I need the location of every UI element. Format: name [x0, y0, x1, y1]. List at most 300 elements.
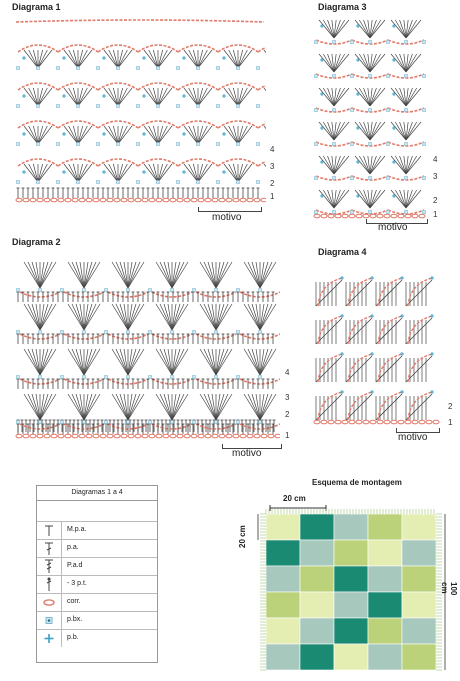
assembly-square [402, 644, 436, 670]
chain-stitch [254, 434, 260, 438]
fan-stitch [40, 349, 56, 375]
legend-row [37, 630, 157, 647]
fan-stitch [189, 88, 198, 106]
slip-stitch [177, 143, 180, 146]
chain-stitch [163, 434, 169, 438]
assembly-square [368, 566, 402, 592]
slip-stitch [117, 105, 120, 108]
slip-stitch [405, 177, 408, 180]
slip-stitch [127, 289, 130, 292]
fan-stitch [29, 50, 38, 68]
fan-stitch [319, 20, 334, 38]
slip-stitch [217, 181, 220, 184]
fan-stitch [68, 304, 84, 330]
slip-stitch-icon [37, 612, 62, 629]
slip-stitch [39, 421, 42, 424]
fan-stitch [198, 164, 207, 182]
slip-stitch [171, 421, 174, 424]
chain-arch [20, 334, 60, 339]
slip-stitch [215, 331, 218, 334]
slip-stitch [97, 143, 100, 146]
slip-stitch [333, 109, 336, 112]
chain-stitch [342, 420, 348, 424]
legend-row [37, 558, 157, 576]
motivo-label: motivo [378, 222, 408, 233]
fan-stitch [76, 394, 84, 420]
treble-crochet-icon [37, 558, 62, 575]
dimension-top: 20 cm [283, 494, 306, 503]
row-number: 1 [285, 431, 290, 440]
chain-stitch [314, 214, 320, 218]
slip-stitch [137, 67, 140, 70]
fan-stitch [38, 164, 47, 182]
motivo-label: motivo [398, 432, 428, 443]
chain-arch [16, 20, 264, 22]
assembly-grid [256, 508, 448, 678]
slip-stitch [237, 181, 240, 184]
diagram-4-title: Diagrama 4 [318, 247, 367, 257]
fan-stitch [260, 262, 268, 288]
fan-stitch [118, 164, 127, 182]
fan-stitch [264, 126, 266, 144]
slip-stitch [97, 105, 100, 108]
slip-stitch [149, 289, 152, 292]
chain-stitch [226, 434, 232, 438]
fan-stitch [264, 88, 266, 106]
chain-stitch [23, 434, 29, 438]
chain-stitch [412, 420, 418, 424]
slip-stitch [193, 376, 196, 379]
fan-stitch [391, 190, 406, 208]
fan-stitch [24, 349, 40, 375]
chain-stitch [335, 420, 341, 424]
slip-stitch [259, 331, 262, 334]
chain-stitch [135, 198, 141, 202]
fan-stitch [68, 349, 84, 375]
row-number: 2 [433, 196, 438, 205]
legend-label: p.a. [67, 544, 79, 551]
chain-stitch [58, 198, 64, 202]
fan-stitch [216, 349, 224, 375]
chain-stitch [184, 198, 190, 202]
assembly-square [334, 566, 368, 592]
slip-stitch [197, 67, 200, 70]
fan-stitch [40, 394, 48, 420]
half-double-crochet-icon [37, 522, 62, 539]
fan-stitch [244, 304, 260, 330]
chain-arch [240, 379, 280, 384]
fan-stitch [149, 88, 158, 106]
slip-stitch [369, 143, 372, 146]
slip-stitch [17, 181, 20, 184]
slip-stitch [117, 181, 120, 184]
fan-stitch [252, 262, 260, 288]
chain-stitch [240, 198, 246, 202]
chain-stitch [398, 214, 404, 218]
fan-stitch [84, 262, 100, 288]
chain-stitch [121, 198, 127, 202]
fan-stitch [334, 122, 349, 140]
chain-stitch [44, 198, 50, 202]
legend-row [37, 594, 157, 612]
fan-stitch [69, 164, 78, 182]
slip-stitch [257, 105, 260, 108]
legend-label: p.bx. [67, 616, 83, 623]
fan-stitch [216, 262, 224, 288]
fan-stitch [198, 126, 207, 144]
fan-stitch [156, 262, 172, 288]
slip-stitch [127, 421, 130, 424]
fan-stitch [84, 304, 100, 330]
chain-stitch [135, 434, 141, 438]
fan-stitch [158, 50, 167, 68]
fan-stitch [200, 262, 216, 288]
assembly-square [334, 592, 368, 618]
assembly-square [334, 514, 368, 540]
assembly-square [300, 540, 334, 566]
slip-stitch [387, 75, 390, 78]
fan-stitch [260, 304, 268, 330]
fan-stitch [189, 164, 198, 182]
slip-stitch [237, 376, 240, 379]
fan-stitch [29, 88, 38, 106]
slip-stitch [105, 421, 108, 424]
slip-stitch [177, 181, 180, 184]
chain-stitch [261, 434, 267, 438]
fan-stitch [260, 394, 268, 420]
row-number: 1 [448, 418, 453, 427]
chain-stitch [247, 198, 253, 202]
slip-stitch [77, 143, 80, 146]
fan-stitch [319, 88, 334, 106]
chain-stitch [37, 198, 43, 202]
chain-stitch [328, 214, 334, 218]
fan-stitch [172, 394, 180, 420]
fan-stitch [118, 126, 127, 144]
fan-stitch [189, 126, 198, 144]
assembly-square [402, 592, 436, 618]
fan-stitch [120, 262, 128, 288]
chain-stitch [177, 198, 183, 202]
row-number: 2 [270, 179, 275, 188]
assembly-square [266, 644, 300, 670]
fan-stitch [406, 156, 421, 174]
slip-stitch [257, 67, 260, 70]
slip-stitch [387, 177, 390, 180]
slip-stitch [387, 143, 390, 146]
slip-stitch [61, 289, 64, 292]
slip-stitch [97, 181, 100, 184]
fan-stitch [68, 262, 84, 288]
fan-stitch [32, 349, 40, 375]
chain-stitch [254, 198, 260, 202]
chain-stitch [16, 198, 22, 202]
chain-stitch [405, 420, 411, 424]
slip-stitch [351, 177, 354, 180]
slip-stitch [61, 376, 64, 379]
slip-stitch [423, 143, 426, 146]
row-number: 3 [433, 172, 438, 181]
chain-stitch [321, 420, 327, 424]
assembly-square [300, 566, 334, 592]
chain-stitch [128, 434, 134, 438]
diagram-2-title: Diagrama 2 [12, 237, 61, 247]
slip-stitch [61, 331, 64, 334]
fan-stitch [370, 156, 385, 174]
assembly-square [300, 592, 334, 618]
fan-stitch [24, 304, 40, 330]
slip-stitch [37, 143, 40, 146]
slip-stitch [57, 105, 60, 108]
slip-stitch [127, 376, 130, 379]
fan-stitch [172, 262, 188, 288]
slip-stitch [315, 211, 318, 214]
chain-stitch [149, 198, 155, 202]
chain-stitch [51, 434, 57, 438]
slip-stitch [57, 143, 60, 146]
slip-stitch [351, 211, 354, 214]
fan-stitch [120, 304, 128, 330]
fan-stitch [208, 349, 216, 375]
fan-stitch [200, 394, 216, 420]
row-number: 1 [270, 192, 275, 201]
fan-stitch [158, 88, 167, 106]
fan-stitch [69, 88, 78, 106]
slip-stitch [351, 143, 354, 146]
diagram-3-title: Diagrama 3 [318, 2, 367, 12]
slip-stitch [83, 376, 86, 379]
slip-stitch [237, 67, 240, 70]
row-number: 3 [285, 393, 290, 402]
legend-label: M.p.a. [67, 526, 87, 533]
fan-stitch [355, 20, 370, 38]
chain-stitch [156, 198, 162, 202]
slip-stitch [423, 177, 426, 180]
slip-stitch [387, 109, 390, 112]
chain-stitch [377, 420, 383, 424]
fan-stitch [109, 50, 118, 68]
slip-stitch [237, 289, 240, 292]
fan-stitch [238, 164, 247, 182]
fan-stitch [252, 394, 260, 420]
fan-stitch [112, 262, 128, 288]
fan-stitch [158, 126, 167, 144]
fan-stitch [84, 262, 92, 288]
fan-stitch [334, 156, 349, 174]
chain-stitch [30, 198, 36, 202]
legend-row [37, 612, 157, 630]
double-crochet-icon [37, 540, 62, 557]
chain-stitch-icon [37, 594, 62, 611]
slip-stitch [387, 41, 390, 44]
chain-stitch [356, 420, 362, 424]
chain-stitch [128, 198, 134, 202]
fan-stitch [120, 394, 128, 420]
fan-stitch [216, 304, 224, 330]
fan-stitch [78, 88, 87, 106]
slip-stitch [369, 41, 372, 44]
fan-stitch [319, 122, 334, 140]
slip-stitch [17, 376, 20, 379]
chain-stitch [363, 420, 369, 424]
chain-stitch [261, 198, 266, 202]
fan-stitch [406, 54, 421, 72]
assembly-square [368, 514, 402, 540]
fan-stitch [32, 262, 40, 288]
fan-stitch [24, 394, 40, 420]
fan-stitch [29, 164, 38, 182]
fan-stitch [78, 164, 87, 182]
slip-stitch [77, 105, 80, 108]
slip-stitch [423, 41, 426, 44]
fan-stitch [391, 88, 406, 106]
fan-stitch [229, 126, 238, 144]
fan-stitch [128, 262, 144, 288]
slip-stitch [215, 421, 218, 424]
chain-arch [20, 292, 60, 297]
slip-stitch [423, 211, 426, 214]
fan-stitch [216, 262, 232, 288]
slip-stitch [259, 376, 262, 379]
slip-stitch [369, 177, 372, 180]
chain-stitch [72, 434, 78, 438]
slip-stitch [333, 41, 336, 44]
chain-stitch [314, 420, 320, 424]
slip-stitch [17, 331, 20, 334]
slip-stitch [215, 376, 218, 379]
slip-stitch [257, 181, 260, 184]
assembly-square [334, 618, 368, 644]
chain-arch [240, 292, 280, 297]
chain-stitch [100, 198, 106, 202]
fan-stitch [164, 349, 172, 375]
slip-stitch [387, 211, 390, 214]
fan-stitch [78, 50, 87, 68]
diagram-4-chart [312, 260, 440, 426]
slip-stitch [333, 143, 336, 146]
chain-stitch [23, 198, 29, 202]
fan-stitch [76, 262, 84, 288]
chain-stitch [412, 214, 418, 218]
chain-stitch [114, 198, 120, 202]
fan-stitch [84, 394, 100, 420]
chain-arch [196, 334, 236, 339]
slip-stitch [61, 421, 64, 424]
fan-stitch [244, 394, 260, 420]
chain-stitch [205, 434, 211, 438]
slip-stitch [315, 177, 318, 180]
slip-stitch [17, 105, 20, 108]
slip-stitch [157, 105, 160, 108]
slip-stitch [17, 67, 20, 70]
chain-stitch [156, 434, 162, 438]
diagram-1-chart [14, 14, 266, 204]
slip-stitch [315, 75, 318, 78]
fan-stitch [238, 126, 247, 144]
chain-stitch [205, 198, 211, 202]
chain-stitch [198, 198, 204, 202]
slip-stitch [315, 109, 318, 112]
slip-stitch [137, 143, 140, 146]
fan-stitch [69, 126, 78, 144]
chain-stitch [170, 198, 176, 202]
row-number: 4 [433, 155, 438, 164]
fan-stitch [264, 50, 266, 68]
fan-stitch [200, 349, 216, 375]
slip-stitch [177, 67, 180, 70]
row-number: 1 [433, 210, 438, 219]
assembly-square [266, 540, 300, 566]
slip-stitch [369, 109, 372, 112]
slip-stitch [197, 143, 200, 146]
slip-stitch [405, 109, 408, 112]
fan-stitch [40, 262, 48, 288]
fan-stitch [128, 304, 144, 330]
fan-stitch [172, 394, 188, 420]
chain-stitch [321, 214, 327, 218]
fan-stitch [112, 394, 128, 420]
fan-stitch [260, 262, 276, 288]
chain-stitch [212, 434, 218, 438]
chain-stitch [342, 214, 348, 218]
chain-stitch [419, 214, 425, 218]
slip-stitch [149, 331, 152, 334]
slip-stitch [57, 67, 60, 70]
fan-stitch [355, 54, 370, 72]
slip-stitch [369, 211, 372, 214]
chain-stitch [142, 434, 148, 438]
fan-stitch [118, 88, 127, 106]
fan-stitch [172, 349, 180, 375]
slip-stitch [157, 67, 160, 70]
row-number: 4 [285, 368, 290, 377]
slip-stitch [171, 331, 174, 334]
fan-stitch [164, 394, 172, 420]
slip-stitch [157, 143, 160, 146]
slip-stitch [117, 67, 120, 70]
chain-stitch [65, 434, 71, 438]
legend-spacer [37, 501, 157, 522]
chain-stitch [275, 434, 280, 438]
fan-stitch [40, 262, 56, 288]
slip-stitch [405, 143, 408, 146]
slip-stitch [83, 289, 86, 292]
chain-stitch [16, 434, 22, 438]
fan-stitch [200, 304, 216, 330]
chain-stitch [349, 214, 355, 218]
fan-stitch [128, 262, 136, 288]
slip-stitch [197, 181, 200, 184]
diagram-3-chart [312, 14, 428, 220]
fan-stitch [156, 394, 172, 420]
fan-stitch [38, 88, 47, 106]
fan-stitch [164, 262, 172, 288]
single-crochet-icon [37, 630, 62, 647]
slip-stitch [351, 75, 354, 78]
chain-stitch [198, 434, 204, 438]
fan-stitch [189, 50, 198, 68]
chain-stitch [93, 434, 99, 438]
slip-stitch [83, 421, 86, 424]
chain-stitch [30, 434, 36, 438]
fan-stitch [370, 20, 385, 38]
fan-stitch [128, 394, 144, 420]
chain-stitch [433, 420, 439, 424]
fan-stitch [260, 349, 268, 375]
chain-stitch [268, 434, 274, 438]
legend-label: P.a.d [67, 562, 83, 569]
legend-row [37, 576, 157, 594]
